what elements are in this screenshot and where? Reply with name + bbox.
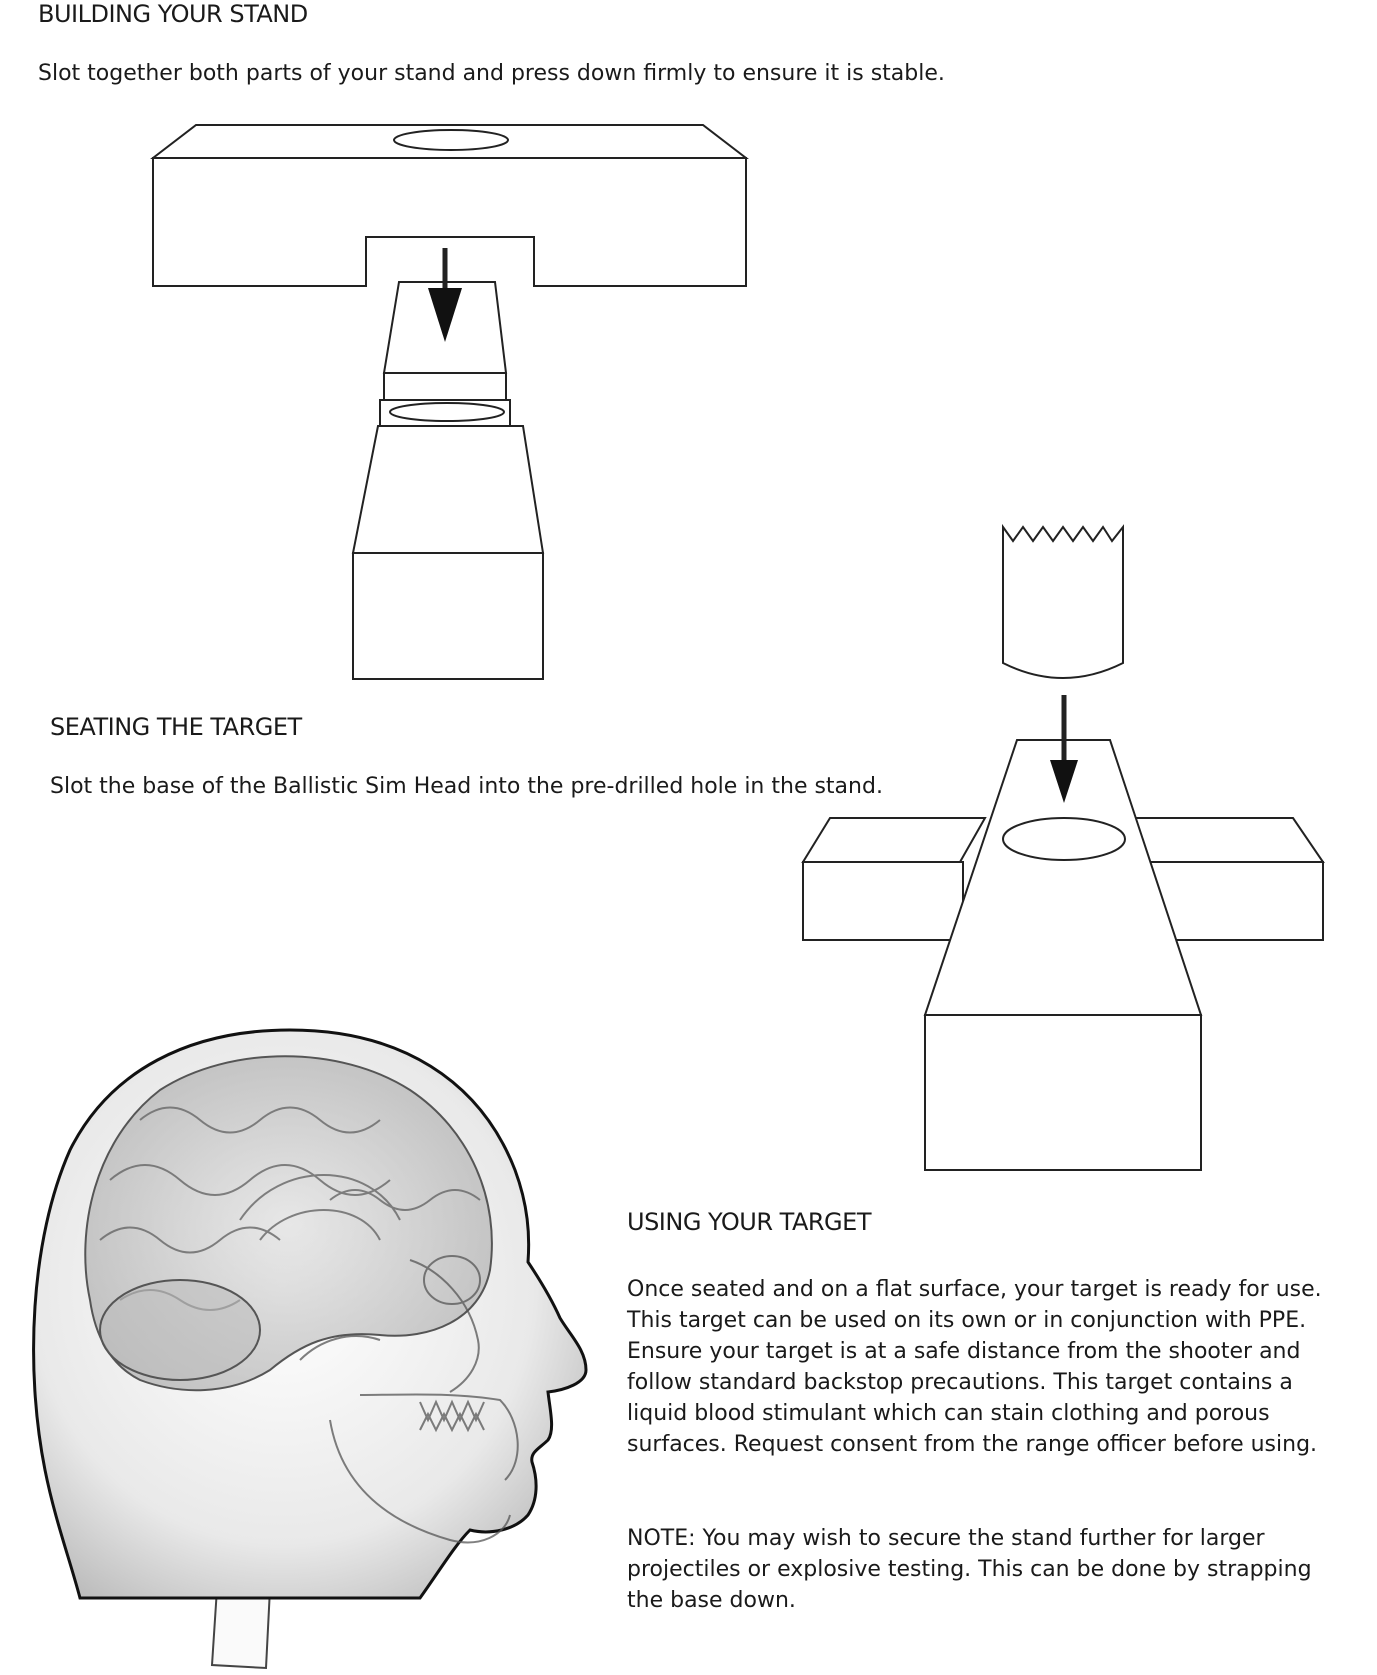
building-heading: BUILDING YOUR STAND (38, 0, 308, 28)
seating-instructions: Slot the base of the Ballistic Sim Head into the pre-drilled hole in the stand. (50, 774, 883, 799)
secure-note: NOTE: You may wish to secure the stand further for larger projectiles or explosive testing. This can be done by strapping the base down. (627, 1526, 1312, 1613)
using-heading: USING YOUR TARGET (627, 1208, 871, 1236)
building-instructions: Slot together both parts of your stand and press down firmly to ensure it is stable. (38, 61, 945, 86)
seating-heading: SEATING THE TARGET (50, 713, 302, 741)
using-instructions: Once seated and on a flat surface, your target is ready for use. This target can be used on its own or in conjunction with PPE. Ensure your target is at a safe distance from the shooter and follow standard backstop precautions. This target contains a liquid blood stimulant which can stain clothing and porous surfaces. Request consent from the range officer before using. (627, 1277, 1322, 1457)
head-cerebellum (100, 1280, 260, 1380)
